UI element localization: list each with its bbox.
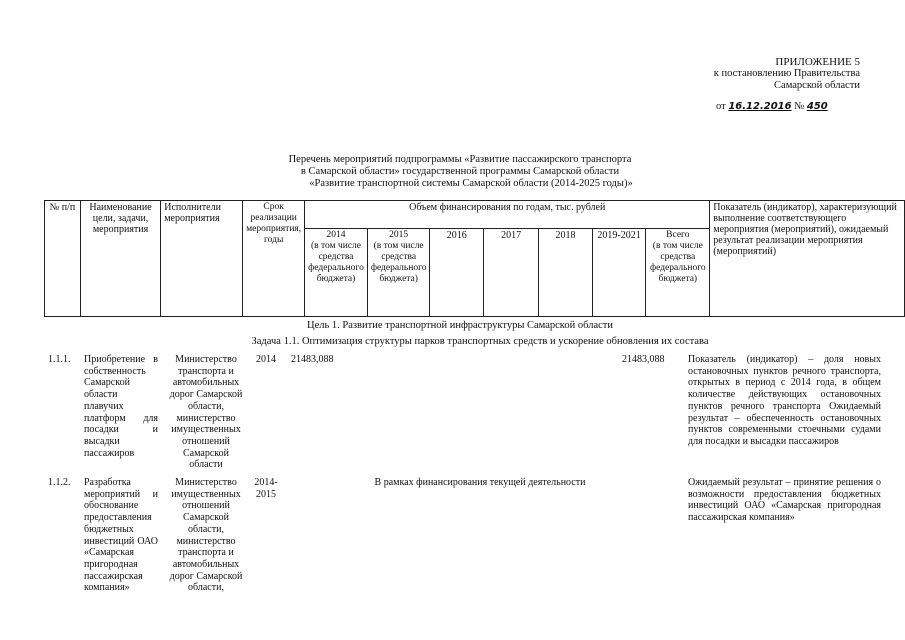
header-year-2014-label: 2014 — [326, 230, 346, 240]
header-year-2015-label: 2015 — [389, 230, 409, 240]
appendix-title: ПРИЛОЖЕНИЕ 5 — [775, 56, 860, 68]
appendix-line-1: к постановлению Правительства — [713, 68, 860, 79]
header-funding: Объем финансирования по годам, тыс. рублей — [305, 201, 710, 229]
row-2-name: Разработка мероприятий и обоснование предоставления бюджетных инвестиций ОАО «Самарская пригородная пассажирская компания» — [84, 477, 158, 594]
row-2-term: 2014-2015 — [254, 477, 278, 500]
row-2-executor: Министерство имущественных отношений Самарской области, министерство транспорта и автомобильных дорог Самарской области, — [169, 477, 243, 594]
appendix-line-2: Самарской области — [774, 80, 860, 91]
header-num: № п/п — [45, 201, 81, 317]
header-year-2014-note: (в том числе средства федерального бюджета) — [308, 241, 364, 284]
row-1-num: 1.1.1. — [48, 354, 71, 365]
header-year-2019-2021: 2019-2021 — [592, 229, 646, 317]
header-name: Наименование цели, задачи, мероприятия — [80, 201, 160, 317]
row-2-indicator: Ожидаемый результат – принятие решения о возможности предоставления бюджетных инвестиций ОАО «Самарская пригородная пассажирская компания» — [688, 477, 881, 524]
header-indicator: Показатель (индикатор), характеризующий выполнение соответствующего мероприятия (мероприятий), ожидаемый результат реализации мероприятия (мероприятий) — [710, 201, 905, 317]
document-title-line-3: «Развитие транспортной системы Самарской области (2014-2025 годы)» — [309, 178, 633, 189]
header-total — [646, 229, 710, 317]
signature-number-prefix: № — [794, 101, 805, 112]
header-year-2015 — [367, 229, 430, 317]
row-1-term: 2014 — [256, 354, 276, 365]
row-1-indicator: Показатель (индикатор) – доля новых остановочных пунктов речного транспорта, открытых в период с 2014 года, в общем количестве действующих остановочных пунктов речного транспорта Ожидаемый результат – обеспеченность остановочных пунктов современными стоечными судами для посадки и высадки пассажиров — [688, 354, 881, 447]
signature-prefix: от — [716, 101, 726, 112]
document-title — [180, 154, 740, 190]
row-1-total: 21483,088 — [622, 354, 665, 365]
document-title-line-1: Перечень мероприятий подпрограммы «Развитие пассажирского транспорта — [288, 154, 632, 165]
row-2-funding-note: В рамках финансирования текущей деятельности — [374, 477, 586, 488]
signature-line — [716, 101, 828, 112]
task-heading: Задача 1.1. Оптимизация структуры парков транспортных средств и ускорение обновления их состава — [251, 336, 709, 347]
header-year-2017: 2017 — [483, 229, 538, 317]
goal-heading: Цель 1. Развитие транспортной инфраструктуры Самарской области — [307, 320, 613, 331]
document-title-line-2: в Самарской области» государственной программы Самарской области — [300, 166, 620, 177]
header-table — [44, 200, 905, 317]
signature-date: 16.12.2016 — [728, 101, 792, 112]
row-2-num: 1.1.2. — [48, 477, 71, 488]
header-total-note: (в том числе средства федерального бюджета) — [649, 241, 706, 284]
row-1-executor: Министерство транспорта и автомобильных дорог Самарской области, министерство имущественных отношений Самарской области — [169, 354, 243, 471]
header-term: Срок реализации мероприятия, годы — [243, 201, 305, 317]
appendix-block — [650, 56, 860, 92]
row-1-name: Приобретение в собственность Самарской области плавучих платформ для посадки и высадки пассажиров — [84, 354, 158, 459]
header-executors: Исполнители мероприятия — [161, 201, 243, 317]
signature-number: 450 — [806, 101, 828, 112]
header-year-2014 — [305, 229, 368, 317]
header-year-2018: 2018 — [539, 229, 592, 317]
row-1-2014: 21483,088 — [291, 354, 334, 365]
header-total-label: Всего — [666, 230, 690, 240]
header-year-2015-note: (в том числе средства федерального бюджета) — [370, 241, 427, 284]
header-year-2016: 2016 — [430, 229, 483, 317]
